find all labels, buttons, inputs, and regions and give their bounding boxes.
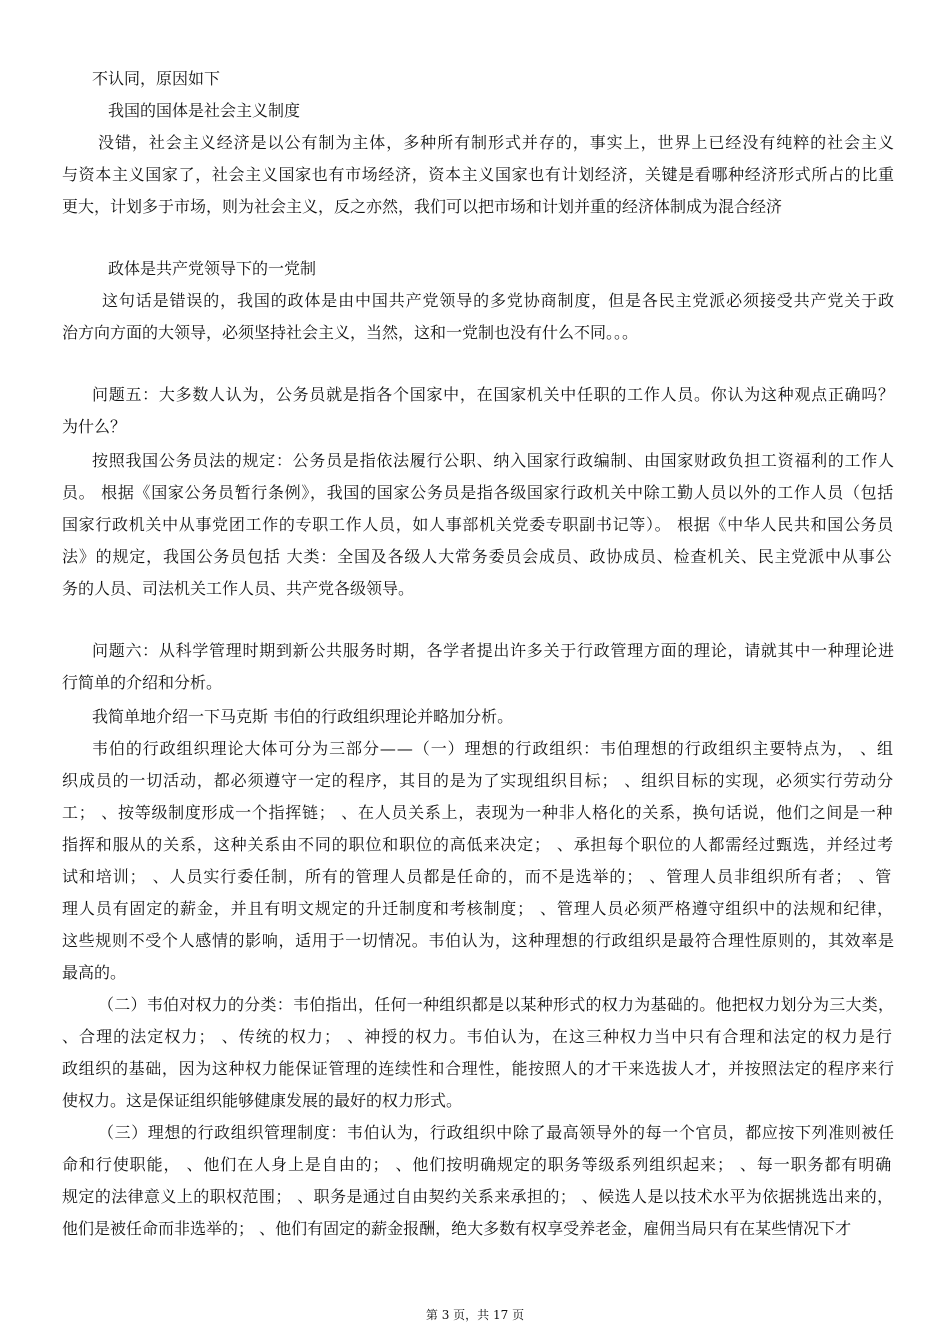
text-line: 这句话是错误的，我国的政体是由中国共产党领导的多党协商制度，但是各民主党派必须接受共产党关于政 bbox=[102, 291, 895, 310]
text-line: 更大，计划多于市场，则为社会主义，反之亦然，我们可以把市场和计划并重的经济体制成为混合经济 bbox=[62, 197, 783, 216]
text-line: 治方向方面的大领导，必须坚持社会主义，当然，这和一党制也没有什么不同。。。 bbox=[62, 323, 639, 342]
text-line: 务的人员、司法机关工作人员、共产党各级领导。 bbox=[62, 579, 415, 598]
text-line: 不认同，原因如下 bbox=[92, 69, 221, 88]
text-line: 行简单的介绍和分析。 bbox=[62, 673, 223, 692]
text-line: 没错，社会主义经济是以公有制为主体，多种所有制形式并存的，事实上，世界上已经没有纯粹的社会主义 bbox=[98, 133, 895, 152]
text-line: 、合理的法定权力； 、传统的权力； 、神授的权力。韦伯认为，在这三种权力当中只有合理和法定的权力是行 bbox=[62, 1027, 893, 1046]
text-line: 规定的法律意义上的职权范围； 、职务是通过自由契约关系来承担的； 、候选人是以技术水平为依据挑选出来的， bbox=[62, 1187, 894, 1206]
text-line: 员。 根据《国家公务员暂行条例》，我国的国家公务员是指各级国家行政机关中除工勤人员以外的工作人员（包括 bbox=[62, 483, 894, 502]
text-line: 按照我国公务员法的规定：公务员是指依法履行公职、纳入国家行政编制、由国家财政负担工资福利的工作人 bbox=[92, 451, 895, 470]
text-line: 这些规则不受个人感情的影响，适用于一切情况。韦伯认为，这种理想的行政组织是最符合理性原则的，其效率是 bbox=[62, 931, 895, 950]
text-line: 问题五：大多数人认为，公务员就是指各个国家中，在国家机关中任职的工作人员。你认为这种观点正确吗？ bbox=[92, 385, 895, 404]
text-line: 与资本主义国家了，社会主义国家也有市场经济，资本主义国家也有计划经济，关键是看哪种经济形式所占的比重 bbox=[62, 165, 895, 184]
text-line: 法》的规定，我国公务员包括 大类：全国及各级人大常务委员会成员、政协成员、检查机关、民主党派中从事公 bbox=[62, 547, 893, 566]
text-line: 工； 、按等级制度形成一个指挥链； 、在人员关系上，表现为一种非人格化的关系，换句话说，他们之间是一种 bbox=[62, 803, 894, 822]
text-line: 为什么？ bbox=[62, 417, 127, 436]
text-line: （三）理想的行政组织管理制度：韦伯认为，行政组织中除了最高领导外的每一个官员，都应按下列准则被任 bbox=[98, 1123, 895, 1142]
text-line: 我国的国体是社会主义制度 bbox=[108, 101, 301, 120]
text-line: 问题六：从科学管理时期到新公共服务时期，各学者提出许多关于行政管理方面的理论，请就其中一种理论进 bbox=[92, 641, 895, 660]
text-line: 最高的。 bbox=[62, 963, 127, 982]
text-line: 试和培训； 、人员实行委任制，所有的管理人员都是任命的，而不是选举的； 、管理人员非组织所有者； 、管 bbox=[62, 867, 893, 886]
text-line: （二）韦伯对权力的分类：韦伯指出，任何一种组织都是以某种形式的权力为基础的。他把权力划分为三大类， bbox=[98, 995, 895, 1014]
page-footer: 第 3 页，共 17 页 bbox=[425, 1308, 525, 1322]
text-line: 织成员的一切活动，都必须遵守一定的程序，其目的是为了实现组织目标； 、组织目标的实现，必须实行劳动分 bbox=[62, 771, 894, 790]
text-line: 他们是被任命而非选举的； 、他们有固定的薪金报酬，绝大多数有权享受养老金，雇佣当局只有在某些情况下才 bbox=[62, 1219, 852, 1238]
text-line: 韦伯的行政组织理论大体可分为三部分——（一）理想的行政组织：韦伯理想的行政组织主要特点为， 、组 bbox=[92, 739, 894, 758]
text-line: 使权力。这是保证组织能够健康发展的最好的权力形式。 bbox=[62, 1091, 463, 1110]
text-line: 国家行政机关中从事党团工作的专职工作人员，如人事部机关党委专职副书记等）。 根据《中华人民共和国公务员 bbox=[62, 515, 894, 534]
text-line: 我简单地介绍一下马克斯 韦伯的行政组织理论并略加分析。 bbox=[92, 707, 514, 726]
text-line: 政组织的基础，因为这种权力能保证管理的连续性和合理性，能按照人的才干来选拔人才，并按照法定的程序来行 bbox=[62, 1059, 895, 1078]
text-line: 指挥和服从的关系，这种关系由不同的职位和职位的高低来决定； 、承担每个职位的人都需经过甄选，并经过考 bbox=[62, 835, 894, 854]
text-line: 政体是共产党领导下的一党制 bbox=[108, 259, 317, 278]
text-line: 命和行使职能， 、他们在人身上是自由的； 、他们按明确规定的职务等级系列组织起来； 、每一职务都有明确 bbox=[62, 1155, 893, 1174]
text-line: 理人员有固定的薪金，并且有明文规定的升迁制度和考核制度； 、管理人员必须严格遵守组织中的法规和纪律， bbox=[62, 899, 894, 918]
